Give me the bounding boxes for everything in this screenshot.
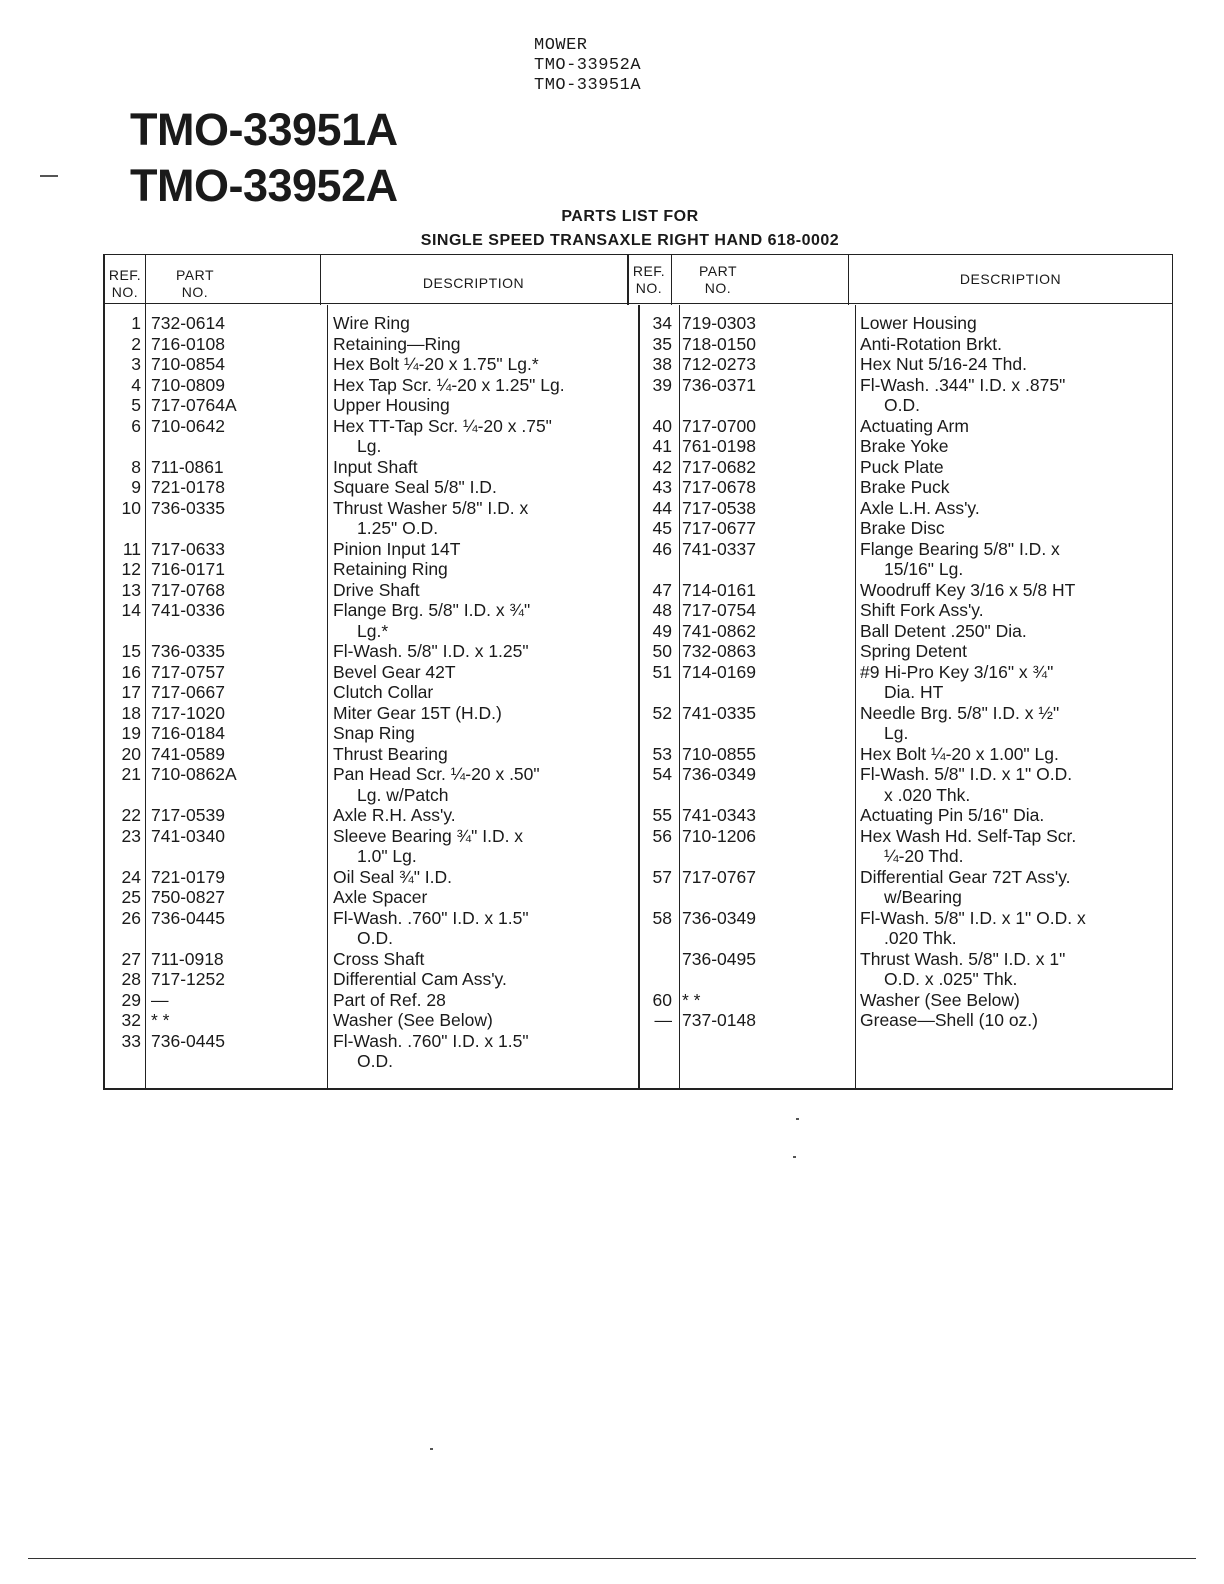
ref-number: 20	[121, 743, 141, 764]
ref-number: 46	[652, 538, 672, 559]
ref-number: 28	[121, 969, 141, 989]
part-number: * *	[682, 989, 701, 1010]
description-continuation: 1.0" Lg.	[357, 846, 417, 866]
ref-number: 39	[652, 374, 672, 395]
ref-number: 16	[121, 661, 141, 682]
header-ref-right: REF. NO.	[632, 263, 666, 296]
part-description	[860, 518, 945, 539]
ref-number: 6	[131, 415, 141, 436]
description-line: Differential Gear 72T Ass'y.	[860, 866, 1071, 887]
description-line: Wire Ring	[333, 313, 410, 333]
part-number: 741-0337	[682, 538, 756, 559]
part-description	[860, 703, 1059, 744]
part-description	[860, 539, 1060, 580]
part-number: 717-0757	[151, 661, 225, 682]
ref-number: 9	[131, 477, 141, 497]
column-divider	[327, 305, 328, 1088]
description-continuation: O.D.	[884, 395, 920, 415]
part-number: 717-0678	[682, 477, 756, 497]
ref-number: 34	[652, 313, 672, 333]
part-description	[860, 498, 980, 519]
description-line: Hex TT-Tap Scr. ¼-20 x .75"	[333, 415, 552, 436]
description-line: Fl-Wash. 5/8" I.D. x 1.25"	[333, 641, 529, 661]
part-number: 736-0335	[151, 497, 225, 518]
part-description	[333, 826, 523, 867]
part-number: 736-0371	[682, 374, 756, 395]
part-number: 719-0303	[682, 313, 756, 333]
part-number: 721-0179	[151, 866, 225, 887]
description-line: Bevel Gear 42T	[333, 661, 456, 682]
part-number: 717-0767	[682, 866, 756, 887]
description-line: Square Seal 5/8" I.D.	[333, 477, 497, 497]
ref-number: 60	[652, 989, 672, 1010]
part-description	[333, 559, 448, 580]
description-line: Spring Detent	[860, 641, 968, 661]
description-continuation: Lg. w/Patch	[357, 784, 449, 805]
part-description	[860, 436, 949, 457]
ref-number: 58	[652, 907, 672, 928]
part-number: 736-0445	[151, 907, 225, 928]
part-number: 717-0677	[682, 518, 756, 538]
header-description-left: DESCRIPTION	[422, 275, 525, 291]
part-description	[860, 477, 949, 498]
part-description	[860, 621, 1027, 642]
page-title	[330, 205, 930, 253]
part-description	[333, 313, 410, 334]
ref-number: 56	[652, 825, 672, 846]
part-number: 732-0614	[151, 313, 225, 333]
title-line-2: SINGLE SPEED TRANSAXLE RIGHT HAND 618-0002	[420, 232, 840, 249]
part-number: 716-0184	[151, 723, 225, 743]
part-description	[860, 867, 1071, 908]
ref-number: 49	[652, 620, 672, 641]
description-continuation: w/Bearing	[884, 887, 962, 907]
description-line: Clutch Collar	[333, 682, 434, 702]
part-number: 710-0855	[682, 743, 756, 764]
description-line: Ball Detent .250" Dia.	[860, 620, 1027, 641]
part-description	[333, 539, 460, 560]
description-line: Shift Fork Ass'y.	[860, 600, 984, 620]
part-description	[860, 416, 969, 437]
description-line: Axle L.H. Ass'y.	[860, 497, 980, 518]
description-continuation: 1.25" O.D.	[357, 518, 439, 538]
description-line: Thrust Bearing	[333, 743, 448, 764]
model-number-2: TMO-33952A	[130, 160, 398, 211]
ref-number: 15	[121, 641, 141, 661]
column-divider	[145, 255, 146, 1088]
description-continuation: x .020 Thk.	[884, 784, 971, 805]
part-description	[860, 600, 984, 621]
part-number: 717-0764A	[151, 395, 237, 415]
ref-number: 13	[121, 579, 141, 600]
description-continuation: Lg.*	[357, 620, 389, 641]
part-description	[333, 703, 502, 724]
part-description	[333, 990, 446, 1011]
description-line: Puck Plate	[860, 456, 944, 477]
part-description	[860, 764, 1072, 805]
part-description	[860, 334, 1002, 355]
part-number: 717-0768	[151, 579, 225, 600]
description-line: Hex Nut 5/16-24 Thd.	[860, 354, 1027, 374]
ref-number: 12	[121, 559, 141, 579]
part-number: 710-1206	[682, 825, 756, 846]
ref-number: 45	[652, 518, 672, 538]
ref-number: 25	[121, 887, 141, 907]
scan-speck	[796, 1118, 799, 1120]
description-line: Lower Housing	[860, 313, 977, 333]
description-line: Snap Ring	[333, 723, 415, 743]
ref-number: 41	[652, 436, 672, 456]
ref-number: 29	[121, 989, 141, 1010]
description-line: Grease—Shell (10 oz.)	[860, 1010, 1038, 1030]
description-line: Needle Brg. 5/8" I.D. x ½"	[860, 702, 1060, 723]
part-number: 741-0336	[151, 600, 225, 620]
description-continuation: Lg.	[884, 723, 909, 743]
model-header-lines	[534, 36, 641, 96]
part-number: 717-1020	[151, 702, 225, 723]
part-description	[860, 1010, 1038, 1031]
part-description	[333, 662, 456, 683]
part-description	[333, 764, 540, 805]
part-number: 714-0161	[682, 579, 756, 600]
description-line: Axle Spacer	[333, 887, 428, 907]
part-number: 717-0539	[151, 805, 225, 825]
part-number: 712-0273	[682, 354, 756, 374]
description-line: Drive Shaft	[333, 579, 420, 600]
description-line: Retaining—Ring	[333, 333, 461, 354]
ref-number: 27	[121, 948, 141, 969]
description-line: Washer (See Below)	[860, 989, 1020, 1010]
description-line: Axle R.H. Ass'y.	[333, 805, 456, 825]
header-line-mower: MOWER	[534, 36, 588, 55]
part-number: 717-1252	[151, 969, 225, 989]
column-divider	[679, 305, 680, 1088]
description-continuation: 15/16" Lg.	[884, 559, 964, 579]
ref-number: 53	[652, 743, 672, 764]
description-line: Retaining Ring	[333, 559, 448, 579]
part-description	[333, 908, 529, 949]
ref-number: —	[654, 1010, 672, 1030]
part-number: 717-0538	[682, 497, 756, 518]
description-continuation: Lg.	[357, 436, 382, 456]
ref-number: 14	[121, 600, 141, 620]
part-description	[333, 580, 420, 601]
part-description	[333, 867, 452, 888]
part-description	[860, 826, 1076, 867]
part-number: 717-0633	[151, 538, 225, 559]
description-line: Hex Bolt ¼-20 x 1.75" Lg.*	[333, 354, 539, 374]
scan-speck	[793, 1156, 796, 1158]
ref-number: 55	[652, 805, 672, 825]
part-number: 710-0862A	[151, 764, 237, 784]
part-description	[333, 1031, 529, 1072]
ref-number: 40	[652, 415, 672, 436]
ref-number: 48	[652, 600, 672, 620]
description-line: Part of Ref. 28	[333, 989, 446, 1010]
ref-number: 3	[131, 354, 141, 374]
description-line: Flange Bearing 5/8" I.D. x	[860, 538, 1060, 559]
part-description	[333, 949, 424, 970]
description-line: Input Shaft	[333, 456, 418, 477]
part-description	[333, 641, 529, 662]
part-description	[333, 805, 456, 826]
part-description	[333, 600, 530, 641]
description-line: Thrust Wash. 5/8" I.D. x 1"	[860, 948, 1066, 969]
model-numbers	[130, 102, 398, 214]
description-continuation: O.D. x .025" Thk.	[884, 969, 1018, 989]
header-part-right: PART NO.	[698, 263, 738, 296]
description-line: Anti-Rotation Brkt.	[860, 333, 1002, 354]
description-line: Hex Bolt ¼-20 x 1.00" Lg.	[860, 743, 1059, 764]
ref-number: 52	[652, 702, 672, 723]
header-ref-left: REF. NO.	[108, 267, 142, 300]
ref-number: 19	[121, 723, 141, 743]
part-description	[860, 744, 1059, 765]
part-number: 721-0178	[151, 477, 225, 497]
ref-number: 35	[652, 333, 672, 354]
description-continuation: O.D.	[357, 928, 393, 948]
part-number: 736-0335	[151, 641, 225, 661]
ref-number: 44	[652, 497, 672, 518]
part-number: 716-0108	[151, 333, 225, 354]
ref-number: 50	[652, 641, 672, 661]
ref-number: 4	[131, 374, 141, 395]
description-line: Fl-Wash. .760" I.D. x 1.5"	[333, 1030, 529, 1051]
description-line: Hex Wash Hd. Self-Tap Scr.	[860, 825, 1077, 846]
part-number: 717-0667	[151, 682, 225, 702]
part-description	[333, 457, 418, 478]
part-description	[860, 457, 944, 478]
description-line: Fl-Wash. 5/8" I.D. x 1" O.D. x	[860, 907, 1086, 928]
part-description	[333, 1010, 493, 1031]
part-description	[333, 498, 528, 539]
part-number: 717-0754	[682, 600, 756, 620]
part-number: 736-0349	[682, 764, 756, 784]
part-description	[860, 313, 977, 334]
ref-number: 38	[652, 354, 672, 374]
part-number: 741-0340	[151, 825, 225, 846]
part-number: 761-0198	[682, 436, 756, 456]
scan-speck	[40, 175, 58, 177]
parts-table	[103, 254, 1173, 1090]
description-line: Hex Tap Scr. ¼-20 x 1.25" Lg.	[333, 374, 565, 395]
ref-number: 8	[131, 456, 141, 477]
part-description	[333, 887, 427, 908]
description-line: Brake Yoke	[860, 436, 949, 456]
ref-number: 47	[652, 579, 672, 600]
part-number: 736-0445	[151, 1030, 225, 1051]
part-number: 717-0700	[682, 415, 756, 436]
part-number: 710-0642	[151, 415, 225, 436]
ref-number: 51	[652, 661, 672, 682]
description-line: Upper Housing	[333, 395, 450, 415]
ref-number: 43	[652, 477, 672, 497]
description-line: Oil Seal ¾" I.D.	[333, 866, 453, 887]
description-line: Brake Disc	[860, 518, 945, 538]
description-continuation: O.D.	[357, 1051, 393, 1071]
part-number: 732-0863	[682, 641, 756, 661]
ref-number: 23	[121, 825, 141, 846]
description-line: Thrust Washer 5/8" I.D. x	[333, 497, 529, 518]
part-description	[333, 354, 539, 375]
part-description	[860, 354, 1027, 375]
title-line-1: PARTS LIST FOR	[561, 208, 699, 225]
part-description	[860, 662, 1053, 703]
header-line-model-2: TMO-33952A	[534, 56, 642, 75]
ref-number: 2	[131, 333, 141, 354]
ref-number: 1	[131, 313, 141, 333]
part-number: 750-0827	[151, 887, 225, 907]
header-part-left: PART NO.	[175, 267, 215, 300]
description-line: #9 Hi-Pro Key 3/16" x ¾"	[860, 661, 1054, 682]
ref-number: 57	[652, 866, 672, 887]
model-number-1: TMO-33951A	[130, 104, 398, 155]
description-line: Flange Brg. 5/8" I.D. x ¾"	[333, 600, 531, 620]
part-description	[860, 949, 1065, 990]
description-line: Fl-Wash. 5/8" I.D. x 1" O.D.	[860, 764, 1073, 784]
header-description-right: DESCRIPTION	[959, 271, 1062, 287]
part-number: 714-0169	[682, 661, 756, 682]
ref-number: 21	[121, 764, 141, 784]
description-line: Pan Head Scr. ¼-20 x .50"	[333, 764, 540, 784]
part-description	[333, 334, 460, 355]
description-line: Washer (See Below)	[333, 1010, 493, 1030]
part-number: 741-0343	[682, 805, 756, 825]
description-continuation: Dia. HT	[884, 682, 944, 702]
ref-number: 10	[121, 497, 141, 518]
part-description	[860, 805, 1044, 826]
part-number: 717-0682	[682, 456, 756, 477]
part-description	[333, 416, 552, 457]
part-number: 741-0335	[682, 702, 756, 723]
description-continuation: ¼-20 Thd.	[884, 846, 964, 866]
part-number: 711-0861	[151, 456, 224, 477]
description-line: Brake Puck	[860, 477, 950, 497]
ref-number: 22	[121, 805, 141, 825]
description-line: Fl-Wash. .344" I.D. x .875"	[860, 374, 1066, 395]
part-description	[860, 375, 1065, 416]
description-line: Woodruff Key 3/16 x 5/8 HT	[860, 579, 1076, 600]
scan-speck	[430, 1448, 433, 1450]
part-number: 741-0862	[682, 620, 756, 641]
description-line: Fl-Wash. .760" I.D. x 1.5"	[333, 907, 529, 928]
header-divider	[105, 303, 1172, 304]
part-description	[860, 990, 1020, 1011]
description-line: Miter Gear 15T (H.D.)	[333, 702, 502, 723]
ref-number: 54	[652, 764, 672, 784]
description-line: Actuating Pin 5/16" Dia.	[860, 805, 1045, 825]
part-number: 741-0589	[151, 743, 225, 764]
part-description	[860, 908, 1086, 949]
header-line-model-1: TMO-33951A	[534, 76, 642, 95]
part-description	[333, 744, 448, 765]
part-description	[333, 375, 565, 396]
ref-number: 26	[121, 907, 141, 928]
ref-number: 24	[121, 866, 141, 887]
column-divider	[855, 305, 856, 1088]
part-description	[860, 580, 1075, 601]
part-number: 736-0495	[682, 948, 756, 969]
part-description	[333, 477, 497, 498]
ref-number: 11	[122, 538, 141, 559]
part-number: 718-0150	[682, 333, 756, 354]
part-number: 711-0918	[151, 948, 224, 969]
part-number: 716-0171	[151, 559, 225, 579]
description-line: Pinion Input 14T	[333, 538, 461, 559]
part-description	[333, 723, 415, 744]
ref-number: 5	[131, 395, 141, 415]
ref-number: 42	[652, 456, 672, 477]
ref-number: 17	[121, 682, 141, 702]
page-bottom-rule	[28, 1558, 1196, 1559]
part-description	[333, 682, 433, 703]
ref-number: 32	[121, 1010, 141, 1030]
description-line: Actuating Arm	[860, 415, 969, 436]
part-number: * *	[151, 1010, 170, 1030]
part-number: 736-0349	[682, 907, 756, 928]
description-line: Sleeve Bearing ¾" I.D. x	[333, 825, 524, 846]
ref-number: 18	[121, 702, 141, 723]
part-number: 710-0854	[151, 354, 225, 374]
ref-number: 33	[121, 1030, 141, 1051]
part-description	[860, 641, 967, 662]
part-description	[333, 969, 507, 990]
description-line: Differential Cam Ass'y.	[333, 969, 507, 989]
part-number: —	[151, 989, 169, 1010]
part-number: 737-0148	[682, 1010, 756, 1030]
description-continuation: .020 Thk.	[884, 928, 957, 948]
description-line: Cross Shaft	[333, 948, 425, 969]
part-description	[333, 395, 450, 416]
part-number: 710-0809	[151, 374, 225, 395]
